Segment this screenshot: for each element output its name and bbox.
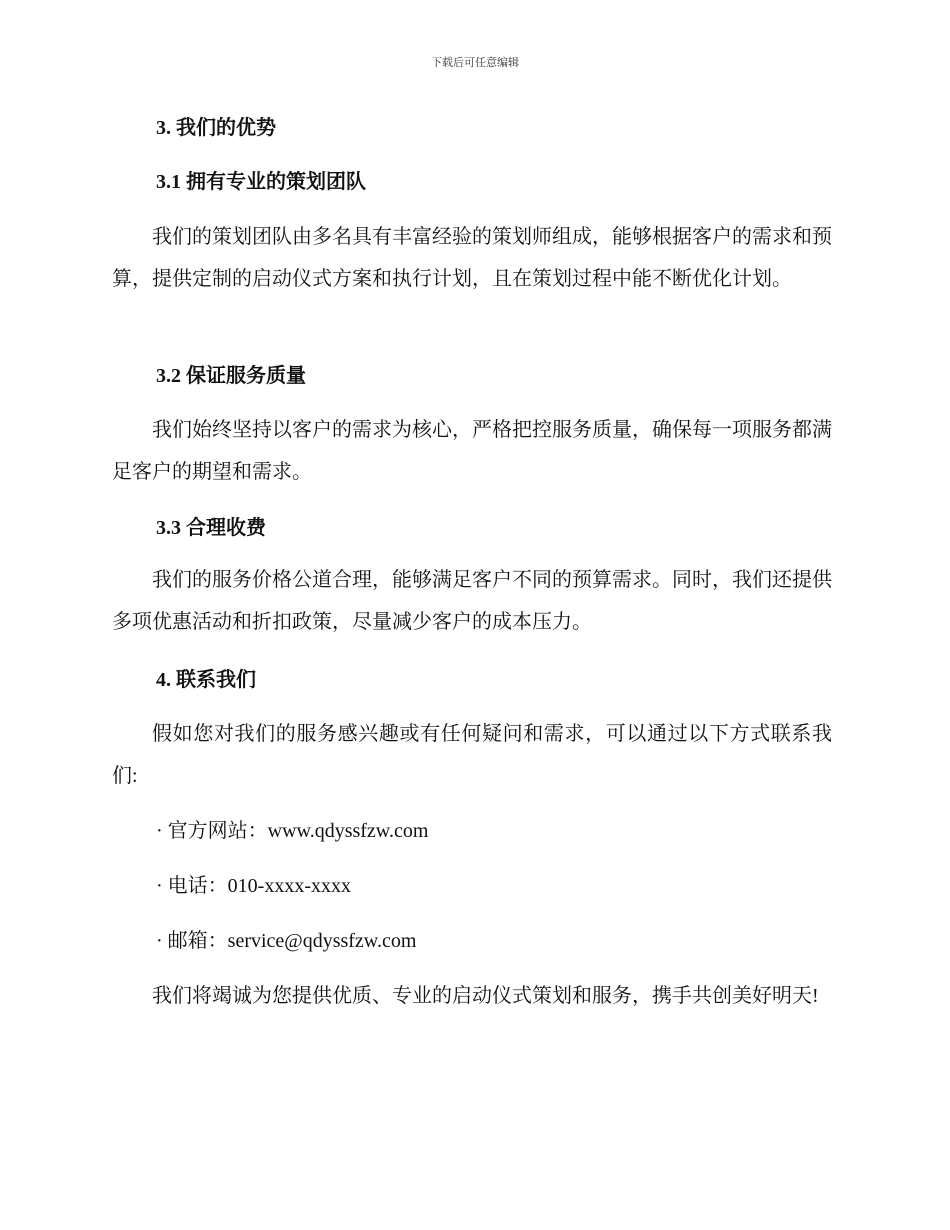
heading-pricing: 3.3 合理收费 [156,517,266,539]
paragraph-team: 我们的策划团队由多名具有丰富经验的策划师组成，能够根据客户的需求和预算，提供定制的启动仪式方案和执行计划，且在策划过程中能不断优化计划。 [112,226,832,290]
paragraph-pricing: 我们的服务价格公道合理，能够满足客户不同的预算需求。同时，我们还提供多项优惠活动和折扣政策，尽量减少客户的成本压力。 [112,569,832,633]
heading-contact: 4. 联系我们 [156,669,256,691]
paragraph-quality: 我们始终坚持以客户的需求为核心，严格把控服务质量，确保每一项服务都满足客户的期望和需求。 [112,419,832,483]
contact-email: · 邮箱：service@qdyssfzw.com [156,930,417,952]
heading-advantages: 3. 我们的优势 [156,117,276,139]
heading-team: 3.1 拥有专业的策划团队 [156,171,366,193]
contact-website: · 官方网站：www.qdyssfzw.com [156,820,429,842]
page-header: 下载后可任意编辑 [431,57,519,69]
paragraph-contact: 假如您对我们的服务感兴趣或有任何疑问和需求，可以通过以下方式联系我们: [112,723,832,787]
paragraph-closing: 我们将竭诚为您提供优质、专业的启动仪式策划和服务，携手共创美好明天! [152,985,819,1007]
contact-phone: · 电话：010-xxxx-xxxx [156,875,351,897]
heading-quality: 3.2 保证服务质量 [156,365,306,387]
